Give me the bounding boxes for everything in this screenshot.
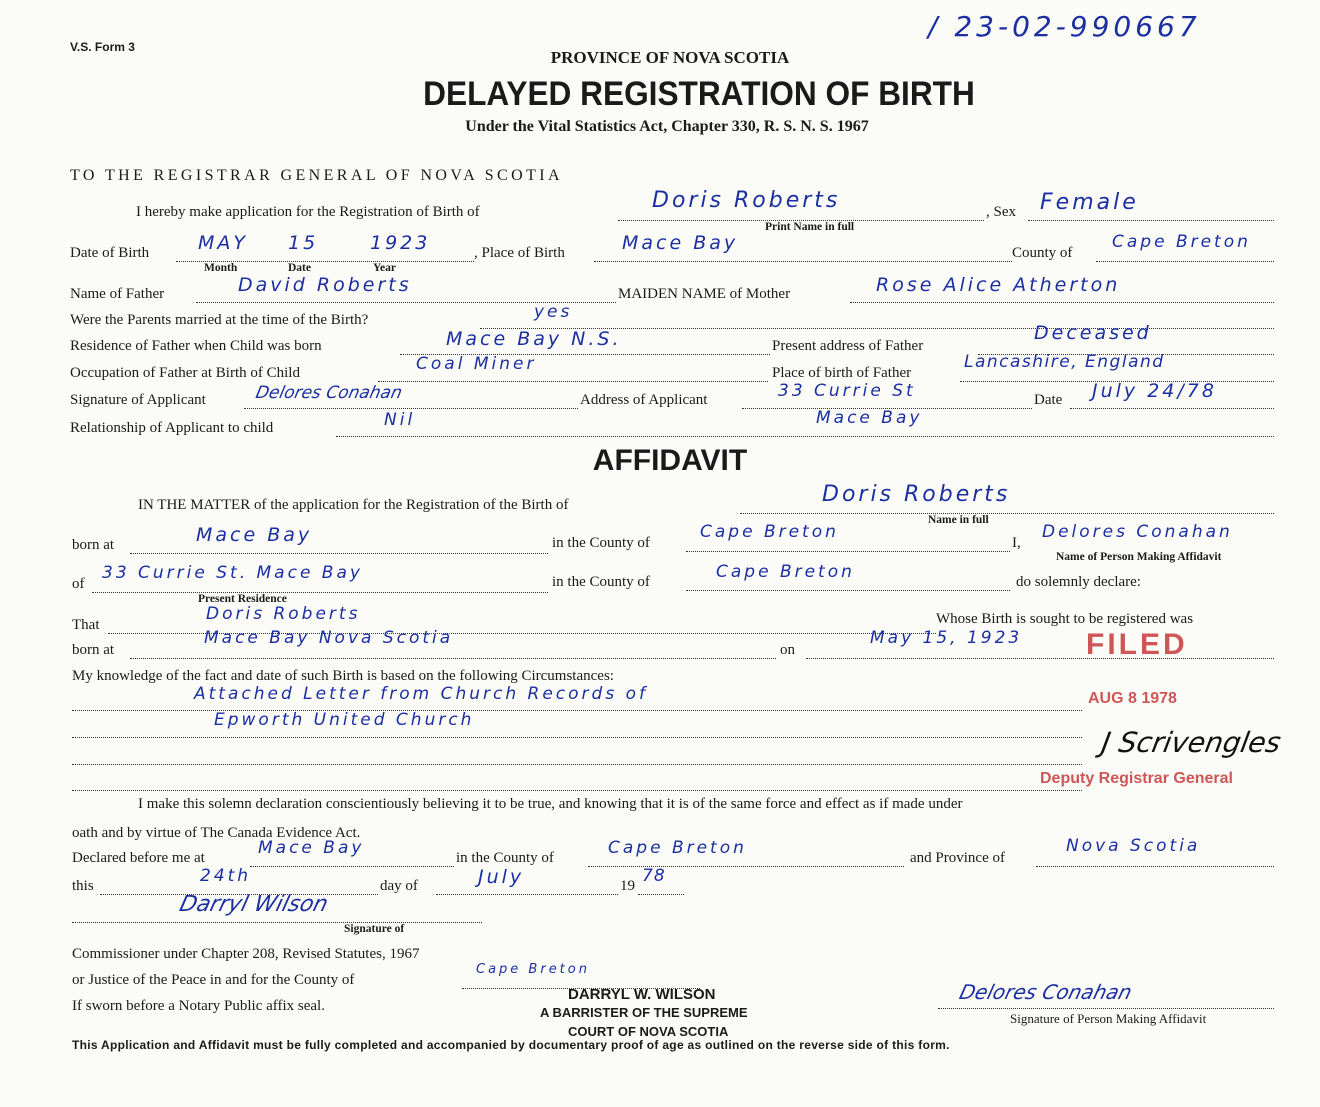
- county-label: County of: [1012, 245, 1073, 261]
- father-pob-label: Place of birth of Father: [772, 365, 912, 381]
- pob-label: , Place of Birth: [474, 245, 565, 261]
- applicant-signature: Delores Conahan: [253, 383, 404, 403]
- month-value: July: [478, 866, 525, 888]
- year-value: 78: [642, 866, 666, 886]
- declared-at-value: Mace Bay: [258, 838, 365, 858]
- print-name-label: Print Name in full: [765, 221, 855, 233]
- declaration-text-1: I make this solemn declaration conscientiously believing it to be true, and knowing that it is of the same force and effect as if made under: [138, 796, 963, 812]
- affidavit-county2-value: Cape Breton: [716, 562, 855, 582]
- sex-label: , Sex: [986, 204, 1016, 220]
- father-value: David Roberts: [238, 274, 412, 296]
- declare-label: do solemnly declare:: [1016, 574, 1141, 590]
- registration-number: / 23-02-990667: [928, 10, 1201, 43]
- page-title: DELAYED REGISTRATION OF BIRTH: [423, 75, 975, 113]
- stamp-date: AUG 8 1978: [1088, 690, 1177, 707]
- father-label: Name of Father: [70, 286, 165, 302]
- affiant-name-value: Delores Conahan: [1042, 522, 1233, 542]
- relationship-value: Nil: [384, 410, 416, 430]
- affidavit-name-value: Doris Roberts: [822, 482, 1011, 507]
- dob-year-value: 1923: [370, 232, 431, 254]
- relationship-label: Relationship of Applicant to child: [70, 420, 274, 436]
- occupation-value: Coal Miner: [416, 354, 537, 374]
- applicant-address-line1: 33 Currie St: [778, 381, 916, 401]
- signature-of-label: Signature of: [344, 923, 405, 935]
- declared-label: Declared before me at: [72, 850, 205, 866]
- intro-label: I hereby make application for the Registration of Birth of: [136, 204, 480, 220]
- affiant-signature: Delores Conahan: [957, 980, 1135, 1004]
- sought-label: Whose Birth is sought to be registered was: [936, 611, 1194, 627]
- commissioner-label: Commissioner under Chapter 208, Revised Statutes, 1967: [72, 946, 420, 962]
- affidavit-heading: AFFIDAVIT: [592, 444, 748, 477]
- born-at2-label: born at: [72, 642, 115, 658]
- year-label: Year: [373, 262, 396, 274]
- deputy-registrar-stamp: Deputy Registrar General: [1040, 770, 1233, 787]
- notary-label: If sworn before a Notary Public affix seal.: [72, 998, 325, 1014]
- justice-county-value: Cape Breton: [476, 962, 590, 977]
- declared-county-label: in the County of: [456, 850, 554, 866]
- knowledge-label: My knowledge of the fact and date of such Birth is based on the following Circumstances:: [72, 668, 614, 684]
- present-residence-label: Present Residence: [198, 593, 287, 605]
- barrister-line3: COURT OF NOVA SCOTIA: [568, 1024, 729, 1039]
- sex-value: Female: [1040, 190, 1139, 215]
- born-place-value: Mace Bay Nova Scotia: [204, 628, 454, 648]
- page-subtitle: Under the Vital Statistics Act, Chapter 330, R. S. N. S. 1967: [465, 118, 869, 135]
- born-date-value: May 15, 1923: [870, 628, 1023, 648]
- declared-county-value: Cape Breton: [608, 838, 747, 858]
- county-value: Cape Breton: [1112, 232, 1251, 252]
- affiant-signature-label: Signature of Person Making Affidavit: [1010, 1011, 1207, 1026]
- dob-label: Date of Birth: [70, 245, 150, 261]
- year-prefix-label: 19: [620, 878, 635, 894]
- filed-stamp: FILED: [1086, 628, 1188, 661]
- app-date-value: July 24/78: [1092, 380, 1217, 402]
- name-in-full-label: Name in full: [928, 514, 989, 526]
- province-heading: PROVINCE OF NOVA SCOTIA: [550, 48, 790, 67]
- residence-label: Residence of Father when Child was born: [70, 338, 322, 354]
- occupation-label: Occupation of Father at Birth of Child: [70, 365, 300, 381]
- pob-value: Mace Bay: [622, 232, 739, 254]
- mother-label: MAIDEN NAME of Mother: [618, 286, 791, 302]
- child-name-value: Doris Roberts: [652, 188, 841, 213]
- affiant-residence-value: 33 Currie St. Mace Bay: [102, 563, 363, 583]
- barrister-name: DARRYL W. WILSON: [568, 986, 716, 1003]
- registrar-signature: J Scrivengles: [1099, 726, 1284, 759]
- in-county-label-1: in the County of: [552, 535, 650, 551]
- declared-province-value: Nova Scotia: [1066, 836, 1201, 856]
- month-label: Month: [204, 262, 238, 274]
- commissioner-signature: Darryl Wilson: [176, 892, 331, 917]
- circumstance-line2: Epworth United Church: [214, 710, 475, 730]
- matter-label: IN THE MATTER of the application for the Registration of the Birth of: [138, 497, 569, 513]
- barrister-line2: A BARRISTER OF THE SUPREME: [540, 1005, 748, 1020]
- i-label: I,: [1012, 535, 1021, 551]
- that-name-value: Doris Roberts: [206, 604, 361, 624]
- applicant-address-label: Address of Applicant: [580, 392, 708, 408]
- app-date-label: Date: [1034, 392, 1063, 408]
- circumstance-line1: Attached Letter from Church Records of: [194, 684, 648, 704]
- declaration-text-2: oath and by virtue of The Canada Evidence Act.: [72, 825, 361, 841]
- addressee: TO THE REGISTRAR GENERAL OF NOVA SCOTIA: [70, 167, 563, 184]
- footer-note: This Application and Affidavit must be fully completed and accompanied by documentary proof of age as outlined on the reverse side of this form.: [72, 1038, 950, 1052]
- that-label: That: [72, 617, 100, 633]
- dob-day-value: 15: [288, 232, 319, 254]
- this-label: this: [72, 878, 94, 894]
- mother-value: Rose Alice Atherton: [876, 274, 1121, 296]
- present-address-label: Present address of Father: [772, 338, 924, 354]
- born-at-label: born at: [72, 537, 115, 553]
- in-county-label-2: in the County of: [552, 574, 650, 590]
- present-address-value: Deceased: [1034, 322, 1152, 344]
- day-of-label: day of: [380, 878, 418, 894]
- residence-value: Mace Bay N.S.: [446, 328, 622, 350]
- justice-label: or Justice of the Peace in and for the County of: [72, 972, 355, 988]
- on-label: on: [780, 642, 795, 658]
- declared-province-label: and Province of: [910, 850, 1005, 866]
- form-id: V.S. Form 3: [70, 40, 135, 54]
- born-at-value: Mace Bay: [196, 524, 313, 546]
- married-value: yes: [534, 302, 573, 322]
- applicant-address-line2: Mace Bay: [816, 408, 923, 428]
- married-label: Were the Parents married at the time of the Birth?: [70, 312, 369, 328]
- date-sublabel: Date: [288, 262, 311, 274]
- father-pob-value: Lancashire, England: [964, 352, 1165, 372]
- dob-month-value: MAY: [198, 232, 248, 254]
- affidavit-county-value: Cape Breton: [700, 522, 839, 542]
- affiant-name-label: Name of Person Making Affidavit: [1056, 551, 1222, 563]
- of-label: of: [72, 576, 85, 592]
- day-value: 24th: [200, 866, 252, 886]
- applicant-signature-label: Signature of Applicant: [70, 392, 206, 408]
